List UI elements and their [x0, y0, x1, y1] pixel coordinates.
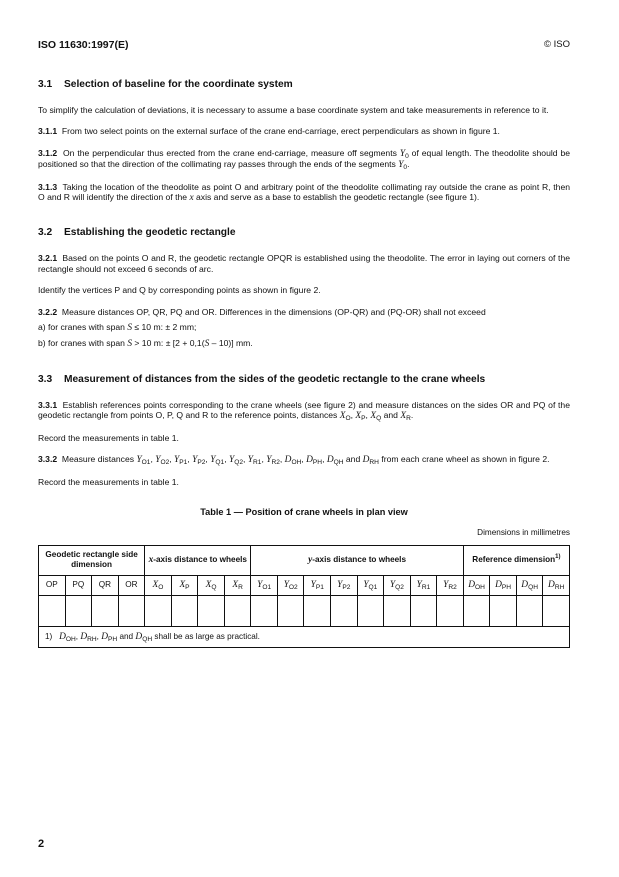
- clause-3-2-1: 3.2.1 Based on the points O and R, the geodetic rectangle OPQR is established using the theodolite. The error in laying out corners of the rectangle should not exceed 6 seconds of arc.: [38, 253, 571, 274]
- clause-3-3-1: 3.3.1 Establish references points corresponding to the crane wheels (see figure 2) and measure distances on the sides OR and PQ of the geodetic rectangle from points O, P, Q and R to the reference points, distances $X_O$, $X_P$, $X_Q$ and $X_R$.: [38, 399, 570, 423]
- table-units: Dimensions in millimetres: [477, 528, 570, 538]
- clause-3-2-1-vertices: Identify the vertices P and Q by corresponding points as shown in figure 2.: [38, 285, 321, 296]
- col-dph: $D_{PH}$: [490, 575, 517, 595]
- group-reference-header: Reference dimension$^{1)}$: [463, 545, 569, 575]
- table-footnote-row: [39, 626, 570, 647]
- col-drh: $D_{RH}$: [543, 575, 570, 595]
- table-footnote: 1) $D_{OH}$, $D_{RH}$, $D_{PH}$ and $D_{QH}$ shall be as large as practical.: [39, 626, 570, 647]
- crane-wheel-table: [38, 545, 570, 648]
- col-doh: $D_{OH}$: [463, 575, 490, 595]
- col-yo1: $Y_{O1}$: [251, 575, 278, 595]
- copyright-notice: © ISO: [543, 39, 570, 50]
- col-qr: QR: [92, 575, 119, 595]
- clause-3-1-1: 3.1.1 From two select points on the external surface of the crane end-carriage, erect perpendiculars as shown in figure 1.: [38, 126, 500, 137]
- section-3-3-heading: 3.3 Measurement of distances from the sides of the geodetic rectangle to the crane wheels: [38, 373, 486, 385]
- list-item-b: b) for cranes with span S > 10 m: ± [2 + 0,1(S – 10)] mm.: [38, 338, 253, 350]
- col-dqh: $D_{QH}$: [516, 575, 543, 595]
- col-op: OP: [39, 575, 66, 595]
- list-item-a: a) for cranes with span S ≤ 10 m: ± 2 mm;: [38, 322, 197, 334]
- col-pq: PQ: [65, 575, 92, 595]
- col-yr1: $Y_{R1}$: [410, 575, 437, 595]
- col-yo2: $Y_{O2}$: [277, 575, 304, 595]
- section-3-2-heading: 3.2 Establishing the geodetic rectangle: [38, 227, 236, 239]
- section-3-1-heading: 3.1 Selection of baseline for the coordinate system: [38, 79, 293, 90]
- col-xq: $X_Q$: [198, 575, 225, 595]
- col-yr2: $Y_{R2}$: [437, 575, 464, 595]
- clause-3-1-3: 3.1.3 Taking the location of the theodolite as point O and arbitrary point of the theodolite collimating ray outside the crane as point R, then O and R will identify the direction of the x axis and serve as a base to establish the geodetic rectangle (see figure 1).: [38, 181, 571, 204]
- group-geodetic-header: Geodetic rectangle side dimension: [39, 545, 145, 575]
- group-x-header: x-axis distance to wheels: [145, 545, 251, 575]
- col-xr: $X_R$: [224, 575, 251, 595]
- col-or: OR: [118, 575, 145, 595]
- column-header-row: [39, 575, 570, 595]
- page-body: [38, 79, 570, 648]
- clause-3-2-2: 3.2.2 Measure distances OP, QR, PQ and OR. Differences in the dimensions (OP-QR) and (PQ-OR) shall not exceed: [38, 306, 486, 317]
- section-3-1-intro: To simplify the calculation of deviations, it is necessary to assume a base coordinate system and take measurements in reference to it.: [38, 105, 549, 115]
- group-y-header: y-axis distance to wheels: [251, 545, 463, 575]
- document-id: ISO 11630:1997(E): [38, 39, 129, 51]
- col-xp: $X_P$: [171, 575, 198, 595]
- col-yp2: $Y_{P2}$: [331, 575, 358, 595]
- page-number: 2: [38, 838, 45, 850]
- clause-3-3-2: 3.3.2 Measure distances $Y_{O1}$, $Y_{O2}$, $Y_{P1}$, $Y_{P2}$, $Y_{Q1}$, $Y_{Q2}$, $Y_{R1}$, $Y_{R2}$, $D_{OH}$, $D_{PH}$, $D_{QH}$ and $D_{RH}$ from each crane wheel as shown in figure 2.: [38, 454, 550, 467]
- col-yp1: $Y_{P1}$: [304, 575, 331, 595]
- col-yq1: $Y_{Q1}$: [357, 575, 384, 595]
- record-instruction-1: Record the measurements in table 1.: [38, 432, 179, 443]
- record-instruction-2: Record the measurements in table 1.: [38, 476, 179, 487]
- clause-3-1-2: 3.1.2 On the perpendicular thus erected from the crane end-carriage, measure off segments $Y_0$ of equal length. The theodolite should be positioned so that the direction of the collimating ray passes through the ends of the segments $Y_0$.: [38, 147, 571, 172]
- col-xo: $X_O$: [145, 575, 172, 595]
- table-row: [39, 595, 570, 626]
- col-yq2: $Y_{Q2}$: [384, 575, 411, 595]
- table-title: Table 1 — Position of crane wheels in plan view: [200, 506, 408, 517]
